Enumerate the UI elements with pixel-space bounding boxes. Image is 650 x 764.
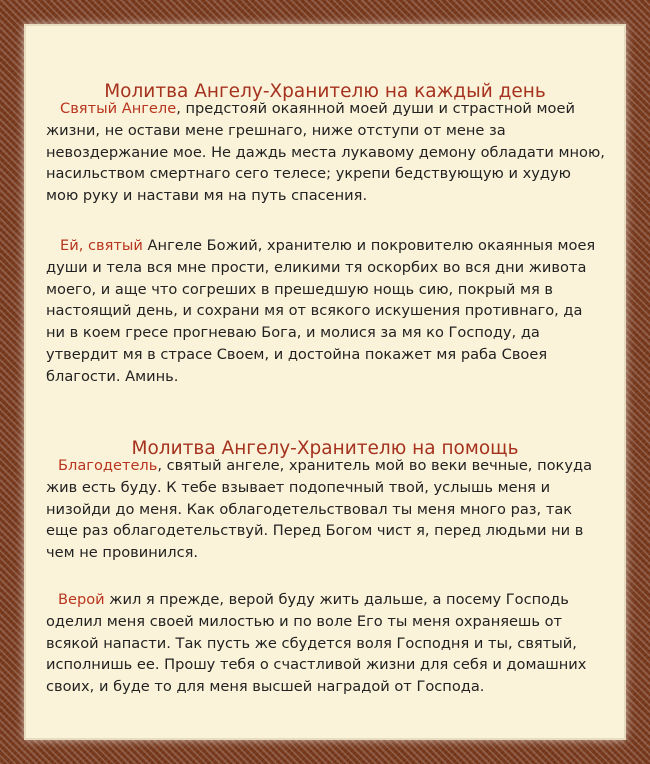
prayer-help-paragraph-1-text: , святый ангеле, хранитель мой во веки вечные, покуда жив есть буду. К тебе взывает подопечный твой, услышь меня и низойди до меня. Как облагодетельствовал ты меня много раз, так еще раз облагодетельствуй. Перед Богом чист я, перед людьми ни в чем не провинился. [46,457,593,562]
prayer-daily-paragraph-1 [46,98,606,207]
prayer-help-title: Молитва Ангелу-Хранителю на помощь [131,438,519,460]
prayer-help-paragraph-1 [46,455,606,564]
prayer-help-paragraph-2-lead: Верой [58,591,105,608]
prayer-card [24,24,626,740]
prayer-daily-paragraph-1-lead: Святый Ангеле [60,100,177,117]
prayer-help-paragraph-2 [46,589,606,698]
prayer-daily-paragraph-2-text: Ангеле Божий, хранителю и покровителю окаянныя моея души и тела вся мне прости, еликими тя оскорбих во вся дни живота моего, и аще что согреших в прешедшую нощь сию, покрый мя в настоящий день, и сохрани мя от всякого искушения противнаго, да ни в коем гресе прогневаю Бога, и молися за мя ко Господу, да утвердит мя в страсе Своем, и достойна покажет мя раба Своея благости. Аминь. [46,237,596,385]
prayer-daily-paragraph-1-text: , предстояй окаянной моей души и страстной моей жизни, не остави мене грешнаго, ниже отступи от мене за невоздержание мое. Не даждь места лукавому демону обладати мною, насильством смертнаго сего телесе; укрепи бедствующую и худую мою руку и настави мя на путь спасения. [46,100,605,205]
prayer-daily-title: Молитва Ангелу-Хранителю на каждый день [104,81,546,103]
prayer-daily-paragraph-2-lead: Ей, святый [60,237,143,254]
prayer-help-paragraph-2-text: жил я прежде, верой буду жить дальше, а посему Господь оделил меня своей милостью и по воле Его ты меня охраняешь от всякой напасти. Так пусть же сбудется воля Господня и ты, святый, исполнишь ее. Прошу тебя о счастливой жизни для себя и домашних своих, и буде то для меня высшей наградой от Господа. [46,591,587,696]
prayer-help-paragraph-1-lead: Благодетель [58,457,158,474]
prayer-daily-paragraph-2 [46,235,606,388]
